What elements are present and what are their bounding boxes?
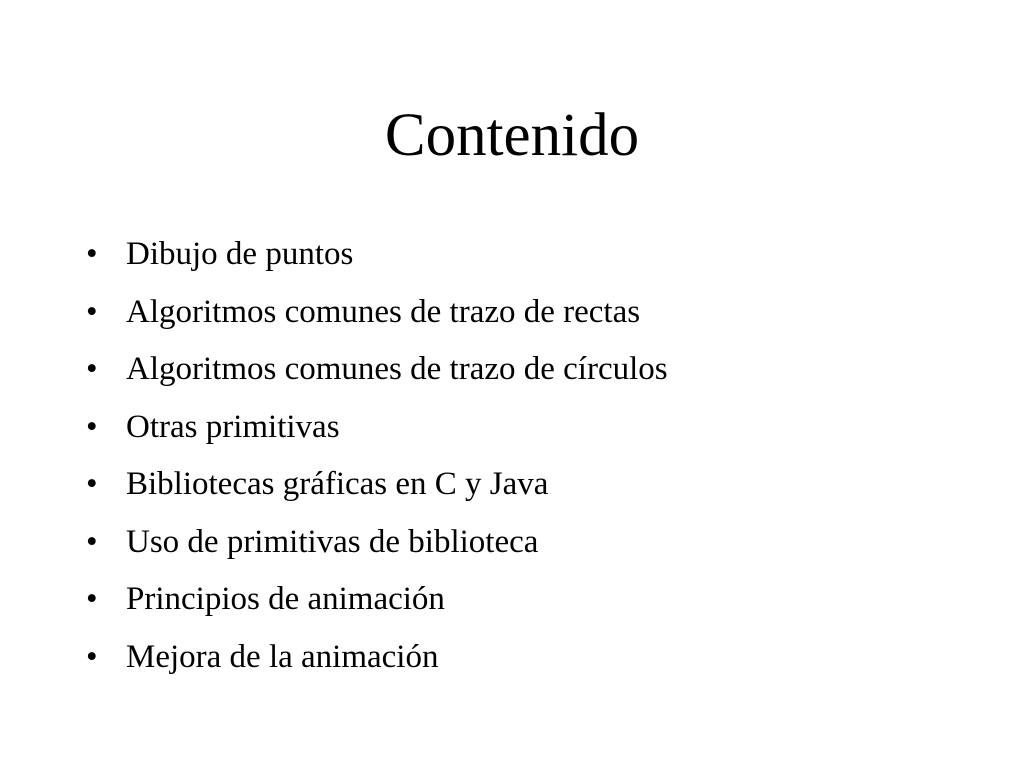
bullet-icon: • <box>86 638 98 675</box>
list-item-text: Mejora de la animación <box>126 638 439 675</box>
bullet-icon: • <box>86 351 98 387</box>
list-item-text: Bibliotecas gráficas en C y Java <box>126 466 549 502</box>
list-item-text: Dibujo de puntos <box>126 236 354 272</box>
bullet-icon: • <box>86 581 98 617</box>
bullet-icon: • <box>86 466 98 502</box>
bullet-icon: • <box>86 408 98 445</box>
bullet-icon: • <box>86 293 98 330</box>
list-item-text: Algoritmos comunes de trazo de círculos <box>126 351 668 387</box>
slide-title: Contenido <box>384 102 640 169</box>
list-item-text: Uso de primitivas de biblioteca <box>126 523 539 560</box>
bullet-icon: • <box>86 236 98 272</box>
list-item-text: Otras primitivas <box>126 408 340 445</box>
list-item-text: Principios de animación <box>126 581 445 617</box>
list-item-text: Algoritmos comunes de trazo de rectas <box>126 293 641 330</box>
bullet-icon: • <box>86 523 98 560</box>
